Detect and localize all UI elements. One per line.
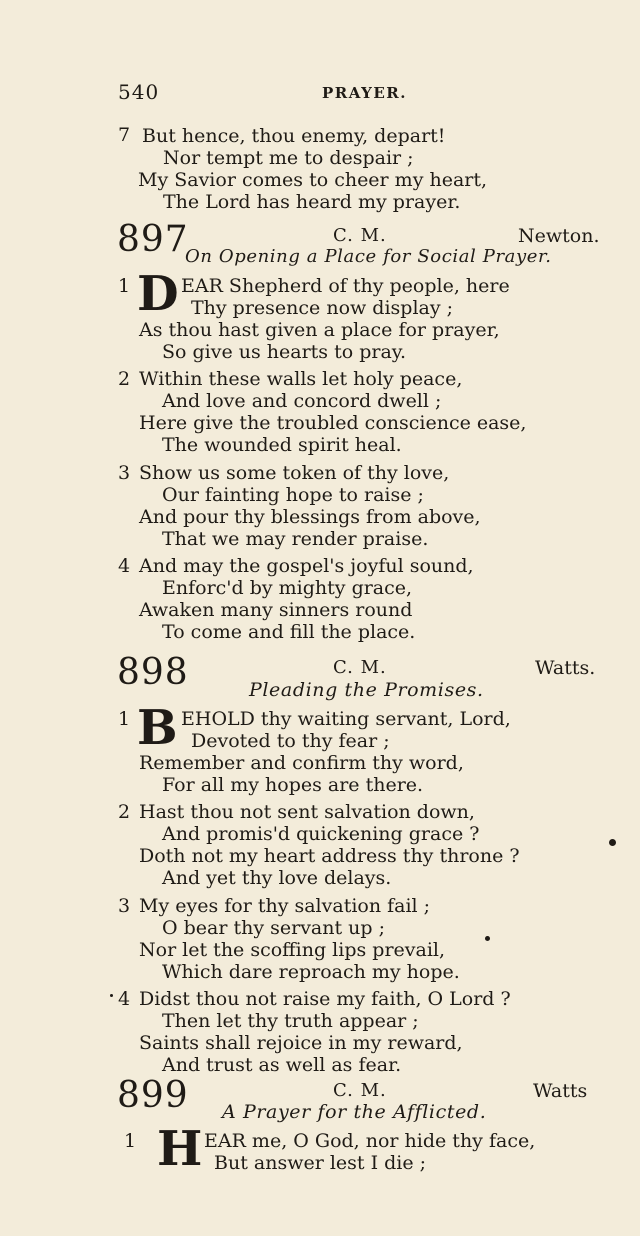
verse-number: 1 [118,708,131,730]
verse-line: EAR me, O God, nor hide thy face, [204,1130,536,1152]
hymn-subtitle: Pleading the Promises. [249,679,484,701]
verse-line: To come and fill the place. [162,621,416,643]
drop-cap: D [137,266,179,322]
verse-line: Saints shall rejoice in my reward, [139,1032,463,1054]
hymn-number: 899 [117,1075,189,1116]
verse-number: 4 [118,555,131,577]
hymn-number: 897 [117,219,189,260]
verse-line: And may the gospel's joyful sound, [139,555,474,577]
verse-line: My Savior comes to cheer my heart, [138,169,488,191]
verse-line: And love and concord dwell ; [162,390,442,412]
hymn-meter: C. M. [333,657,387,678]
hymn-composer: Watts [533,1080,588,1102]
hymn-meter: C. M. [333,1080,387,1101]
verse-line: Hast thou not sent salvation down, [139,801,475,823]
drop-cap: B [137,700,178,756]
ink-spot [609,839,616,846]
verse-number: 4 [118,988,131,1010]
verse-line: Awaken many sinners round [139,599,413,621]
verse-line: Show us some token of thy love, [139,462,450,484]
verse-line: Remember and confirm thy word, [139,752,464,774]
verse-line: And promis'd quickening grace ? [162,823,480,845]
verse-line: And yet thy love delays. [162,867,392,889]
verse-number: 7 [118,124,131,146]
verse-line: As thou hast given a place for prayer, [139,319,500,341]
verse-number: 2 [118,801,131,823]
verse-number: 3 [118,462,131,484]
verse-line: O bear thy servant up ; [162,917,386,939]
verse-number: 1 [118,275,131,297]
hymn-subtitle: On Opening a Place for Social Prayer. [185,246,552,267]
verse-line: Didst thou not raise my faith, O Lord ? [139,988,511,1010]
verse-line: My eyes for thy salvation fail ; [139,895,431,917]
verse-line: For all my hopes are there. [162,774,424,796]
drop-cap: H [157,1121,203,1177]
verse-line: Our fainting hope to raise ; [162,484,424,506]
verse-line: And pour thy blessings from above, [139,506,481,528]
verse-line: But hence, thou enemy, depart! [142,125,446,147]
page-number: 540 [118,80,160,104]
verse-line: The Lord has heard my prayer. [163,191,461,213]
verse-line: Devoted to thy fear ; [191,730,390,752]
verse-line: Nor let the scoffing lips prevail, [139,939,446,961]
verse-number: 1 [124,1130,137,1152]
verse-line: But answer lest I die ; [214,1152,427,1174]
verse-number: 2 [118,368,131,390]
verse-line: EAR Shepherd of thy people, here [181,275,510,297]
verse-line: Then let thy truth appear ; [162,1010,419,1032]
verse-line: EHOLD thy waiting servant, Lord, [181,708,511,730]
running-title: PRAYER. [322,84,407,102]
verse-line: Nor tempt me to despair ; [163,147,414,169]
verse-line: That we may render praise. [162,528,429,550]
verse-line: Which dare reproach my hope. [162,961,460,983]
hymn-subtitle: A Prayer for the Afflicted. [222,1101,487,1123]
hymn-composer: Newton. [518,225,600,247]
verse-line: Enforc'd by mighty grace, [162,577,413,599]
verse-line: So give us hearts to pray. [162,341,407,363]
hymn-number: 898 [117,652,189,693]
verse-line: Doth not my heart address thy throne ? [139,845,520,867]
ink-spot [485,936,490,941]
hymn-meter: C. M. [333,225,387,246]
verse-line: Within these walls let holy peace, [139,368,463,390]
hymn-composer: Watts. [535,657,596,679]
verse-number: 3 [118,895,131,917]
verse-line: Thy presence now display ; [191,297,454,319]
verse-line: Here give the troubled conscience ease, [139,412,527,434]
verse-line: The wounded spirit heal. [162,434,402,456]
verse-line: And trust as well as fear. [162,1054,402,1076]
ink-spot [110,994,113,997]
